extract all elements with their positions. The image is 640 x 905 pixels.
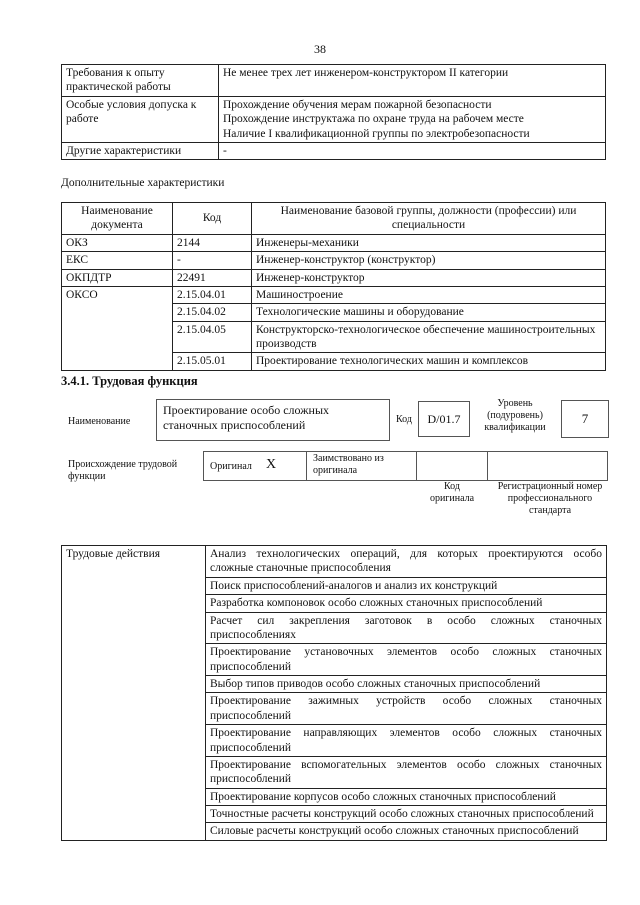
action-item: Точностные расчеты конструкций особо сложных станочных приспособлений (206, 806, 607, 823)
level-box (561, 400, 609, 438)
code-cell: 2144 (173, 234, 252, 251)
action-item: Проектирование вспомогательных элементов особо сложных станочных приспособлений (206, 756, 607, 788)
name-cell: Технологические машины и оборудование (252, 304, 606, 321)
action-item: Анализ технологических операций, для которых проектируются особо сложные станочные приспособления (206, 546, 607, 578)
code-label: Код (396, 414, 412, 425)
requirements-table (61, 64, 606, 160)
code-cell: 2.15.04.01 (173, 286, 252, 303)
origin-divider (306, 451, 307, 480)
requirement-line: Наличие I квалификационной группы по электробезопасности (223, 127, 530, 140)
name-cell: Инженеры-механики (252, 234, 606, 251)
origin-divider (487, 451, 488, 480)
original-label: Оригинал (210, 461, 252, 472)
action-item: Выбор типов приводов особо сложных станочных приспособлений (206, 676, 607, 693)
borrowed-label: Заимствовано из оригинала (313, 453, 384, 476)
code-cell: 2.15.04.05 (173, 321, 252, 353)
code-original-label: Код оригинала (429, 481, 475, 504)
origin-strip (203, 451, 608, 481)
code-cell: 2.15.05.01 (173, 353, 252, 370)
origin-label: Происхождение трудовой функции (68, 459, 178, 482)
table-row (62, 252, 606, 269)
name-cell: Инженер-конструктор (конструктор) (252, 252, 606, 269)
additional-table (61, 202, 606, 371)
action-item: Проектирование корпусов особо сложных станочных приспособлений (206, 788, 607, 805)
requirement-value: Не менее трех лет инженером-конструктором II категории (219, 65, 606, 97)
additional-title: Дополнительные характеристики (61, 177, 225, 189)
requirement-row (62, 65, 606, 97)
header-code: Код (173, 203, 252, 235)
action-item: Поиск приспособлений-аналогов и анализ их конструкций (206, 577, 607, 594)
header-document: Наименование документа (62, 203, 173, 235)
requirement-row (62, 142, 606, 159)
actions-table (61, 545, 607, 841)
table-row (62, 234, 606, 251)
actions-label: Трудовые действия (62, 546, 206, 841)
level-value: 7 (581, 411, 589, 426)
function-code-value: D/01.7 (427, 412, 461, 426)
table-row (62, 286, 606, 303)
code-cell: - (173, 252, 252, 269)
function-code-box (418, 401, 470, 437)
requirement-line: Прохождение обучения мерам пожарной безопасности (223, 98, 492, 111)
function-name-box (156, 399, 390, 441)
doc-cell: ОКПДТР (62, 269, 173, 286)
action-item: Разработка компоновок особо сложных станочных приспособлений (206, 595, 607, 612)
requirement-label: Особые условия допуска к работе (62, 96, 219, 142)
action-item: Силовые расчеты конструкций особо сложных станочных приспособлений (206, 823, 607, 840)
code-cell: 2.15.04.02 (173, 304, 252, 321)
requirement-line: Прохождение инструктажа по охране труда на рабочем месте (223, 113, 524, 126)
section-title: 3.4.1. Трудовая функция (61, 374, 198, 388)
doc-cell: ОКСО (62, 286, 173, 370)
table-row (62, 546, 607, 578)
name-cell: Конструкторско-технологическое обеспечение машиностроительных производств (252, 321, 606, 353)
requirement-row (62, 96, 606, 142)
name-cell: Инженер-конструктор (252, 269, 606, 286)
name-label: Наименование (68, 416, 131, 427)
page-number: 38 (314, 42, 326, 56)
requirement-label: Требования к опыту практической работы (62, 65, 219, 97)
requirement-label: Другие характеристики (62, 142, 219, 159)
doc-cell: ОКЗ (62, 234, 173, 251)
table-row (62, 269, 606, 286)
code-cell: 22491 (173, 269, 252, 286)
action-item: Проектирование направляющих элементов особо сложных станочных приспособлений (206, 725, 607, 757)
doc-cell: ЕКС (62, 252, 173, 269)
action-item: Проектирование зажимных устройств особо сложных станочных приспособлений (206, 693, 607, 725)
header-name: Наименование базовой группы, должности (профессии) или специальности (252, 203, 606, 235)
additional-header-row (62, 203, 606, 235)
original-mark: X (266, 457, 277, 472)
name-cell: Машиностроение (252, 286, 606, 303)
reg-number-label: Регистрационный номер профессионального стандарта (497, 481, 603, 516)
level-label: Уровень (подуровень) квалификации (484, 398, 546, 433)
action-item: Расчет сил закрепления заготовок в особо сложных станочных приспособлениях (206, 612, 607, 644)
name-cell: Проектирование технологических машин и комплексов (252, 353, 606, 370)
function-name-value: Проектирование особо сложных станочных приспособлений (163, 403, 330, 432)
requirement-value: - (219, 142, 606, 159)
requirement-value (219, 96, 606, 142)
action-item: Проектирование установочных элементов особо сложных станочных приспособлений (206, 644, 607, 676)
origin-divider (416, 451, 417, 480)
